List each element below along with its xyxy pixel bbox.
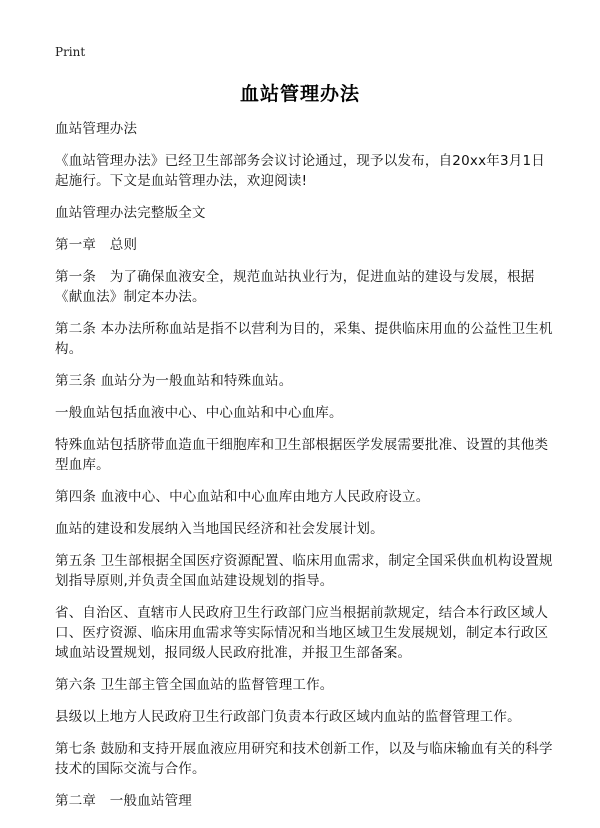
- article-4-development: 血站的建设和发展纳入当地国民经济和社会发展计划。: [55, 521, 384, 537]
- article-5: 第五条 卫生部根据全国医疗资源配置、临床用血需求，制定全国采供血机构设置规划指导原则,并负责全国血站建设规划的指导。: [55, 553, 553, 589]
- article-4: 第四条 血液中心、中心血站和中心血库由地方人民政府设立。: [55, 489, 430, 505]
- chapter-1-heading: 第一章 总则: [55, 237, 138, 253]
- document-title: 血站管理办法: [239, 83, 360, 105]
- article-2: 第二条 本办法所称血站是指不以营利为目的，采集、提供临床用血的公益性卫生机构。: [55, 321, 553, 357]
- article-3-general: 一般血站包括血液中心、中心血站和中心血库。: [55, 405, 343, 421]
- paragraph-subtitle: 血站管理办法: [55, 121, 138, 137]
- article-3: 第三条 血站分为一般血站和特殊血站。: [55, 373, 293, 389]
- document-body: [55, 119, 555, 823]
- article-5-provincial: 省、自治区、直辖市人民政府卫生行政部门应当根据前款规定，结合本行政区域人口、医疗资源、临床用血需求等实际情况和当地区域卫生发展规划，制定本行政区域血站设置规划，报同级人民政府批准，并报卫生部备案。: [55, 605, 549, 661]
- article-6: 第六条 卫生部主管全国血站的监督管理工作。: [55, 677, 334, 693]
- paragraph-intro: 《血站管理办法》已经卫生部部务会议讨论通过，现予以发布，自20xx年3月1日起施行。下文是血站管理办法，欢迎阅读!: [55, 153, 545, 189]
- article-6-local: 县级以上地方人民政府卫生行政部门负责本行政区域内血站的监督管理工作。: [55, 709, 521, 725]
- chapter-2-heading: 第二章 一般血站管理: [55, 793, 192, 809]
- print-link[interactable]: Print: [55, 45, 86, 59]
- paragraph-fulltext-heading: 血站管理办法完整版全文: [55, 205, 206, 221]
- article-3-special: 特殊血站包括脐带血造血干细胞库和卫生部根据医学发展需要批准、设置的其他类型血库。: [55, 437, 549, 473]
- article-1: 第一条 为了确保血液安全，规范血站执业行为，促进血站的建设与发展，根据《献血法》制定本办法。: [55, 269, 535, 305]
- article-7: 第七条 鼓励和支持开展血液应用研究和技术创新工作，以及与临床输血有关的科学技术的国际交流与合作。: [55, 741, 553, 777]
